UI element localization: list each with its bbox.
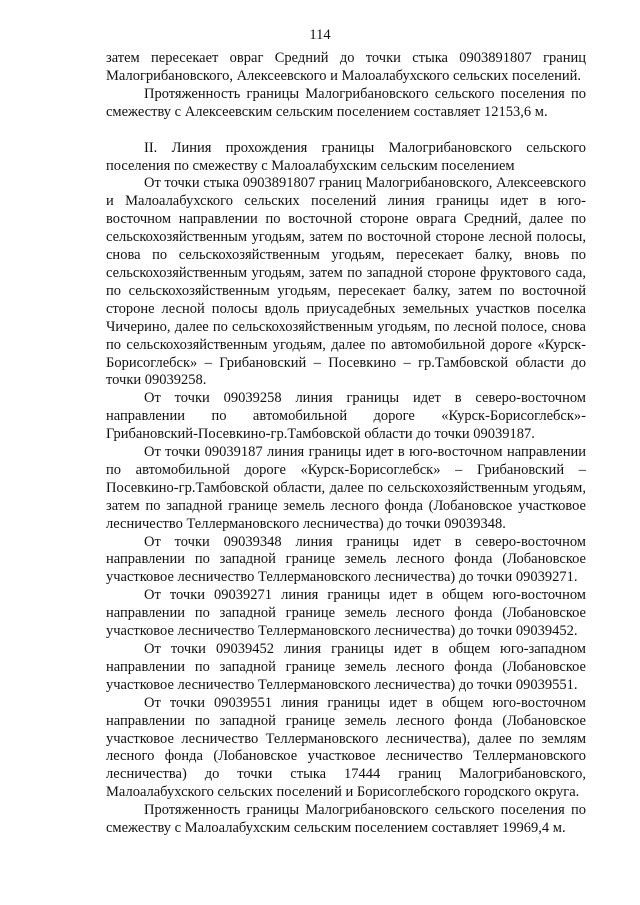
page-number: 114: [309, 27, 331, 43]
paragraph-length-alekseevskoe: Протяженность границы Малогрибановского сельского поселения по смежеству с Алексеевским сельским поселением составляет 12153,6 м.: [106, 85, 586, 120]
section-heading: II. Линия прохождения границы Малогрибановского сельского поселения по смежеству с Малоалабухским сельским поселением: [106, 139, 586, 174]
paragraph-route-09039551: От точки 09039551 линия границы идет в общем юго-восточном направлении по западной границе земель лесного фонда (Лобановское участковое лесничество Теллермановского лесничества), далее по землям лесного фонда (Лобановское участковое лесничество Теллермановского лесничества) до точки стыка 17444 границ Малогрибановского, Малоалабухского сельских поселений и Борисоглебского городского округа.: [106, 694, 586, 801]
paragraph-route-09039258: От точки 09039258 линия границы идет в северо-восточном направлении по автомобильной дороге «Курск-Борисоглебск»-Грибановский-Посевкино-гр.Тамбовской области до точки 09039187.: [106, 390, 586, 443]
paragraph-route-start: От точки стыка 0903891807 границ Малогрибановского, Алексеевского и Малоалабухского сельских поселений линия границы идет в юго-восточном направлении по восточной стороне оврага Средний, далее по сельскохозяйственным угодьям, затем по восточной стороне лесной полосы, снова по сельскохозяйственным угодьям, пересекает балку, вновь по сельскохозяйственным угодьям, затем по западной стороне фруктового сада, по сельскохозяйственным угодьям, пересекает балку, затем по восточной стороне лесной полосы вдоль приусадебных земельных участков поселка Чичерино, далее по сельскохозяйственным угодьям, по лесной полосе, снова по сельскохозяйственным угодьям, далее по автомобильной дороге «Курск-Борисоглебск» – Грибановский – Посевкино – гр.Тамбовской области до точки 09039258.: [106, 175, 586, 389]
paragraph-route-09039271: От точки 09039271 линия границы идет в общем юго-восточном направлении по западной границе земель лесного фонда (Лобановское участковое лесничество Теллермановского лесничества) до точки 09039452.: [106, 587, 586, 640]
document-body: [106, 50, 586, 838]
paragraph-length-maloalabukhskoe: Протяженность границы Малогрибановского сельского поселения по смежеству с Малоалабухским сельским поселением составляет 19969,4 м.: [106, 802, 586, 837]
paragraph-route-09039187: От точки 09039187 линия границы идет в юго-восточном направлении по автомобильной дороге «Курск-Борисоглебск» – Грибановский – Посевкино-гр.Тамбовской области, далее по сельскохозяйственным угодьям, затем по западной границе земель лесного фонда (Лобановское участковое лесничество Теллермановского лесничества) до точки 09039348.: [106, 444, 586, 532]
paragraph-continuation: затем пересекает овраг Средний до точки стыка 0903891807 границ Малогрибановского, Алексеевского и Малоалабухского сельских поселений.: [106, 50, 586, 84]
paragraph-route-09039452: От точки 09039452 линия границы идет в общем юго-западном направлении по западной границе земель лесного фонда (Лобановское участковое лесничество Теллермановского лесничества) до точки 09039551.: [106, 641, 586, 693]
paragraph-route-09039348: От точки 09039348 линия границы идет в северо-восточном направлении по западной границе земель лесного фонда (Лобановское участковое лесничество Теллермановского лесничества) до точки 09039271.: [106, 533, 586, 586]
